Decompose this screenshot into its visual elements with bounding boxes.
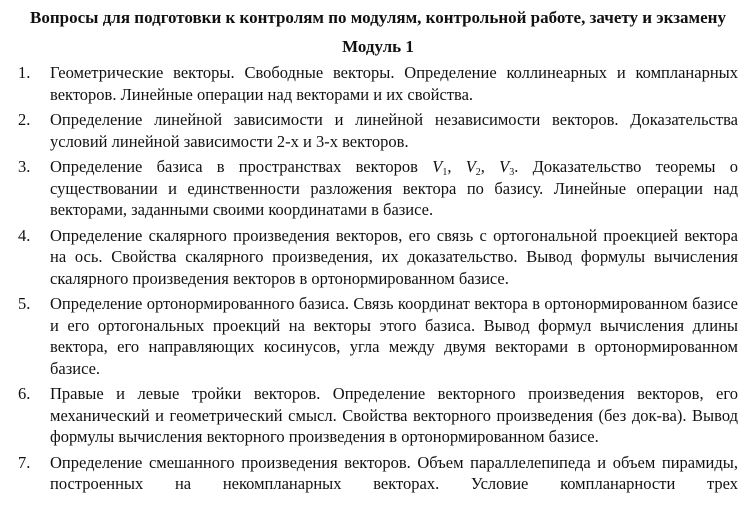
vector-space-symbol: V xyxy=(499,157,510,176)
question-number: 4. xyxy=(18,225,31,245)
question-text: Определение скалярного произведения векторов, его связь с ортогональной проекцией вектора на ось. Свойства скалярного произведения, их доказательство. Вывод формулы вычисления скалярного произведения векторов в ортонормированном базисе. xyxy=(50,225,738,288)
question-number: 1. xyxy=(18,63,31,82)
question-text: Определение смешанного произведения векторов. Объем параллелепипеда и объем пирамиды, построенных на некомпланарных векторах. Условие компланарности трех xyxy=(50,452,738,493)
vector-space-index: 2 xyxy=(475,167,481,178)
question-item xyxy=(18,109,738,152)
question-item xyxy=(18,293,738,379)
vector-space-index: 3 xyxy=(509,167,515,178)
vector-space-v1 xyxy=(432,157,447,176)
question-list xyxy=(18,62,738,495)
vector-space-symbol: V xyxy=(432,157,443,176)
question-number: 2. xyxy=(18,110,31,129)
vector-space-index: 1 xyxy=(442,167,448,178)
document-title: Вопросы для подготовки к контролям по модулям, контрольной работе, зачету и экзамену xyxy=(30,8,726,27)
question-item xyxy=(18,225,738,290)
question-number: 5. xyxy=(18,294,31,313)
question-text: Геометрические векторы. Свободные векторы. Определение коллинеарных и компланарных векторов. Линейные операции над векторами и их свойства. xyxy=(50,63,738,104)
vector-space-v2 xyxy=(466,157,481,176)
question-number: 6. xyxy=(18,384,31,403)
question-number: 3. xyxy=(18,157,31,176)
question-number: 7. xyxy=(18,452,31,472)
question-item xyxy=(18,383,738,448)
question-item xyxy=(18,156,738,221)
question-text: Определение линейной зависимости и линейной независимости векторов. Доказательства условий линейной зависимости 2-х и 3-х векторов. xyxy=(50,110,738,151)
question-text-before: Определение базиса в пространствах векторов xyxy=(50,157,418,176)
module-heading: Модуль 1 xyxy=(342,37,414,56)
question-item xyxy=(18,452,738,495)
vector-space-symbol: V xyxy=(465,157,476,176)
question-item xyxy=(18,62,738,105)
question-text: Определение ортонормированного базиса. Связь координат вектора в ортонормированном базисе и его ортогональных проекций на векторы этого базиса. Вывод формул вычисления длины вектора, его направляющих косинусов, угла между двумя векторами в ортонормированном базисе. xyxy=(50,294,738,378)
question-text: Определение базиса в пространствах векторов $V_1$, $V_2$, $V_3$. Доказательство теоремы о существовании и единственности разложения вектора по базису. Линейные операции над векторами, заданными своими координатами в базисе. xyxy=(50,157,739,219)
question-text: Правые и левые тройки векторов. Определение векторного произведения векторов, его механический и геометрический смысл. Свойства векторного произведения (без док-ва). Вывод формулы вычисления векторного произведения в ортонормированном базисе. xyxy=(50,384,738,446)
vector-space-v3 xyxy=(499,157,514,176)
question-text-after: . Доказательство теоремы о существовании и единственности разложения вектора по базису. Линейные операции над векторами, заданными своими координатами в базисе. xyxy=(50,157,739,219)
